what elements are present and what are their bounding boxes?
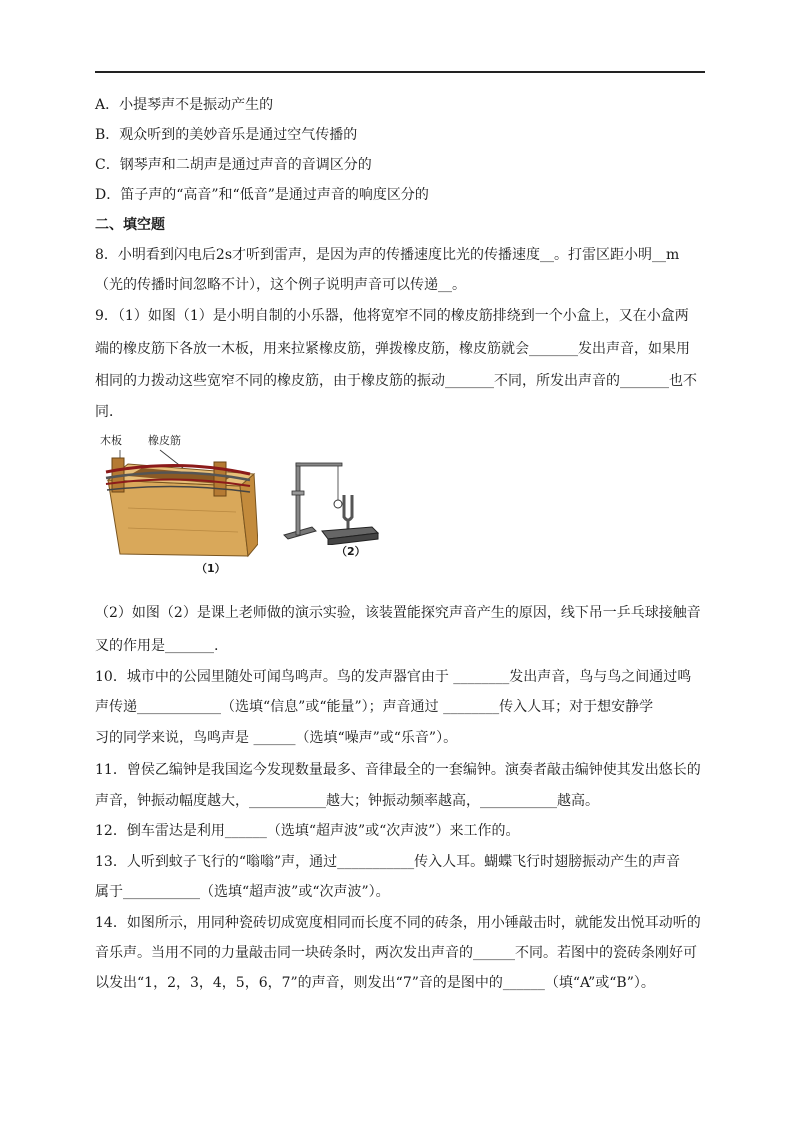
question-8-line-1: 8．小明看到闪电后2s才听到雷声，是因为声的传播速度比光的传播速度__。打雷区距小明__m: [95, 247, 680, 263]
option-a: A．小提琴声不是振动产生的: [95, 97, 274, 113]
option-b: B．观众听到的美妙音乐是通过空气传播的: [95, 127, 358, 143]
question-13-line-2: 属于___________（选填“超声波”或“次声波”）。: [95, 884, 390, 900]
question-10-line-3: 习的同学来说，鸟鸣声是 ______（选填“噪声”或“乐音”）。: [95, 730, 458, 746]
caption-figure-2: （2）: [336, 545, 366, 558]
option-d: D．笛子声的“高音”和“低音”是通过声音的响度区分的: [95, 187, 429, 203]
section-title: 二、填空题: [95, 217, 165, 233]
header-rule: [95, 71, 705, 73]
question-9-part2-line-1: （2）如图（2）是课上老师做的演示实验，该装置能探究声音产生的原因，线下吊一乒乓球接触音: [95, 605, 701, 621]
question-14-line-2: 音乐声。当用不同的力量敲击同一块砖条时，两次发出声音的______不同。若图中的瓷砖条刚好可: [95, 945, 697, 961]
figure-1-instrument: [98, 428, 258, 578]
question-9-line-1: 9．（1）如图（1）是小明自制的小乐器，他将宽窄不同的橡皮筋排绕到一个小盒上，又在小盒两: [95, 308, 689, 324]
question-12-line-1: 12．倒车雷达是利用______（选填“超声波”或“次声波”）来工作的。: [95, 823, 520, 839]
question-14-line-3: 以发出“1，2，3，4，5，6，7”的声音，则发出“7”音的是图中的______（填“A”或“B”）。: [95, 975, 655, 991]
question-11-line-1: 11．曾侯乙编钟是我国迄今发现数量最多、音律最全的一套编钟。演奏者敲击编钟使其发出悠长的: [95, 762, 701, 778]
question-10-line-1: 10．城市中的公园里随处可闻鸟鸣声。鸟的发声器官由于 ________发出声音，鸟与鸟之间通过鸣: [95, 669, 692, 685]
label-rubber-band: 橡皮筋: [148, 434, 181, 447]
question-9-line-3: 相同的力拨动这些宽窄不同的橡皮筋，由于橡皮筋的振动_______不同，所发出声音的_______也不: [95, 373, 697, 389]
question-11-line-2: 声音，钟振动幅度越大，___________越大；钟振动频率越高，___________越高。: [95, 793, 599, 809]
question-10-line-2: 声传递____________（选填“信息”或“能量”）；声音通过 ________传入人耳；对于想安静学: [95, 699, 654, 715]
tuning-fork-illustration: [282, 455, 382, 545]
option-c: C．钢琴声和二胡声是通过声音的音调区分的: [95, 157, 372, 173]
label-board: 木板: [100, 434, 122, 447]
rubber-band-box-illustration: [98, 428, 258, 578]
question-9-line-2: 端的橡皮筋下各放一木板，用来拉紧橡皮筋，弹拨橡皮筋，橡皮筋就会_______发出声音，如果用: [95, 341, 690, 357]
question-9-line-4: 同．: [95, 404, 123, 420]
question-9-part2-line-2: 叉的作用是_______.: [95, 638, 219, 654]
question-8-line-2: （光的传播时间忽略不计），这个例子说明声音可以传递__。: [95, 277, 466, 293]
question-13-line-1: 13．人听到蚊子飞行的“嗡嗡”声，通过___________传入人耳。蝴蝶飞行时翅膀振动产生的声音: [95, 854, 681, 870]
question-14-line-1: 14．如图所示，用同种瓷砖切成宽度相同而长度不同的砖条，用小锤敲击时，就能发出悦耳动听的: [95, 915, 701, 931]
caption-figure-1: （1）: [196, 562, 226, 575]
figure-2-tuning-fork: [282, 455, 382, 560]
